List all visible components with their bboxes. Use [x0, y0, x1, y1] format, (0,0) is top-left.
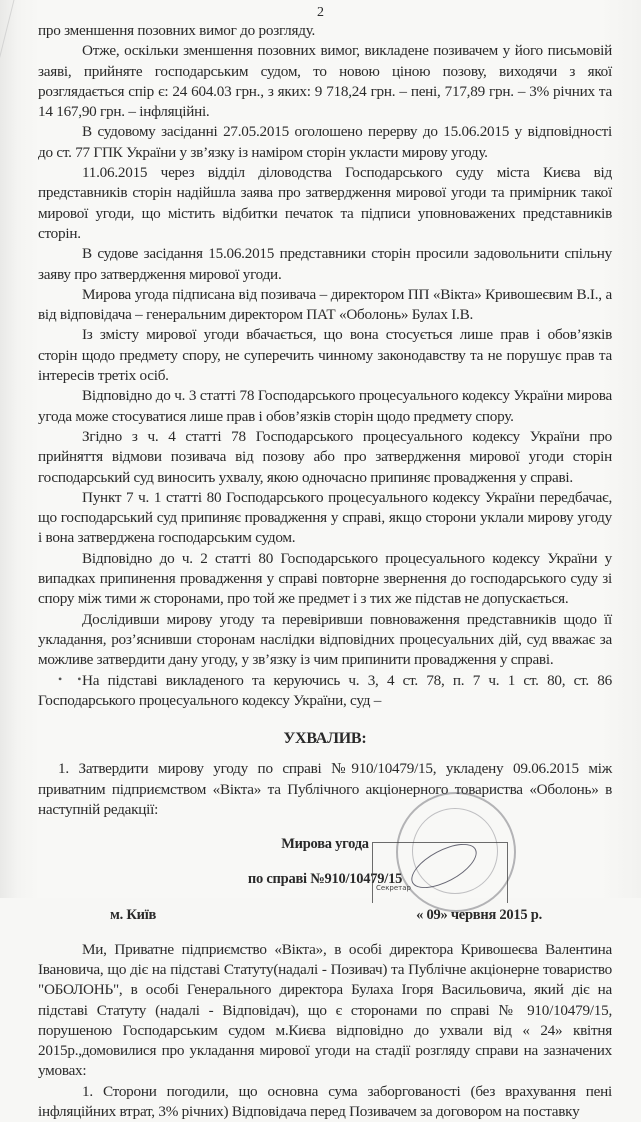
agreement-title: Мирова угода — [281, 836, 369, 853]
paragraph: Із змісту мирової угоди вбачається, що вона стосується лише прав і обов’язків сторін щодо предмету спору, не суперечить чинному законодавству та не порушує прав та інтересів третіх осіб. — [38, 326, 612, 385]
paragraph: Відповідно до ч. 3 статті 78 Господарського процесуального кодексу України мирова угода може стосуватися лише прав і обов’язків сторін щодо предмету спору. — [38, 387, 612, 425]
paragraph: Згідно з ч. 4 статті 78 Господарського процесуального кодексу України про прийняття відмови позивача від позову або про затвердження мирової угоди сторін господарський суд виносить ухвалу, якою одночасно припиняє провадження у справі. — [38, 427, 612, 486]
paragraph: 11.06.2015 через відділ діловодства Господарського суду міста Києва від представників сторін надійшла заява про затвердження мирової угоди та примірник такої мирової угоди, що містить відбитки печаток та підписи уповноважених представників сторін. — [38, 164, 612, 242]
paragraph: На підставі викладеного та керуючись ч. 3, 4 ст. 78, п. 7 ч. 1 ст. 80, ст. 86 Господарського процесуального кодексу України, суд – — [38, 671, 612, 709]
agreement-case-number: по справі №910/10479/15 — [247, 871, 403, 888]
stamp-label: Секретар — [376, 884, 411, 892]
paragraph: В судовому засіданні 27.05.2015 оголошено перерву до 15.06.2015 у відповідності до ст. 77 ГПК України у зв’язку із наміром сторін укласти мирову угоду. — [38, 123, 612, 161]
ruling-item: 1. Затвердити мирову угоду по справі №910/10479/15, укладену 09.06.2015 між приватним підприємством «Вікта» та Публічного акціонерного товариства «Оболонь» в наступній редакції: — [38, 760, 612, 818]
paragraph: Відповідно до ч. 2 статті 80 Господарського процесуального кодексу України у випадках припинення провадження у справі повторне звернення до господарського суду зі спору між тими ж сторонами, про той же предмет і з тих же підстав не допускається. — [38, 549, 612, 608]
paragraph: Дослідивши мирову угоду та перевіривши повноваження представників щодо її укладання, роз’яснивши сторонам наслідки відповідних процесуальних дій, суд вважає за можливе затвердити дану угоду, у зв’язку із чим припинити провадження у справі. — [38, 610, 612, 669]
paragraph: Пункт 7 ч. 1 статті 80 Господарського процесуального кодексу України передбачає, що господарський суд припиняє провадження у справі, якщо сторони уклали мирову угоду і вона затверджена господарським судом. — [38, 488, 612, 547]
paragraph: Отже, оскільки зменшення позовних вимог, викладене позивачем у його письмовій заяві, прийняте господарським судом, то новою ціною позову, виходячи з якої розглядається спір є: 24 604.03 грн., з яких: 9 718,24 грн. – пені, 717,89 грн. – 3% річних та 14 167,90 грн. – інфляційні. — [38, 42, 612, 121]
paragraph: Мирова угода підписана від позивача – директором ПП «Вікта» Кривошеєвим В.І., а від відповідача – генеральним директором ПАТ «Оболонь» Булах І.В. — [38, 285, 612, 324]
agreement-place-date — [38, 905, 612, 925]
agreement-date: « 09» червня 2015 р. — [416, 907, 542, 924]
agreement-clause: 1. Сторони погодили, що основна сума заборгованості (без врахування пені інфляційних втрат, 3% річних) Відповідача перед Позивачем за договором на поставку — [38, 1082, 612, 1121]
paragraph: про зменшення позовних вимог до розгляду. — [38, 22, 316, 39]
agreement-place: м. Київ — [110, 907, 157, 924]
page-number: 2 — [317, 5, 324, 20]
agreement-preamble: Ми, Приватне підприємство «Вікта», в особі директора Кривошеєва Валентина Івановича, що діє на підставі Статуту(надалі - Позивач) та Публічне акціонерне товариство "ОБОЛОНЬ", в особі Генерального директора Булаха Ігоря Васильовича, який діє на підставі Статуту (надалі - Відповідач), що є сторонами по справі № 910/10479/15, порушеною Господарським судом м.Києва відповідно до ухвали від « 24» квітня 2015р.,домовилися про укладання мирової угоди на стадії розгляду справи на зазначених умовах: — [38, 940, 612, 1080]
ruling-heading: УХВАЛИВ: — [283, 730, 367, 748]
scan-marks: • • — [58, 672, 88, 686]
paragraph: В судове засідання 15.06.2015 представники сторін просили задовольнити спільну заяву про затвердження мирової угоди. — [38, 245, 612, 283]
document-body — [38, 21, 612, 1122]
